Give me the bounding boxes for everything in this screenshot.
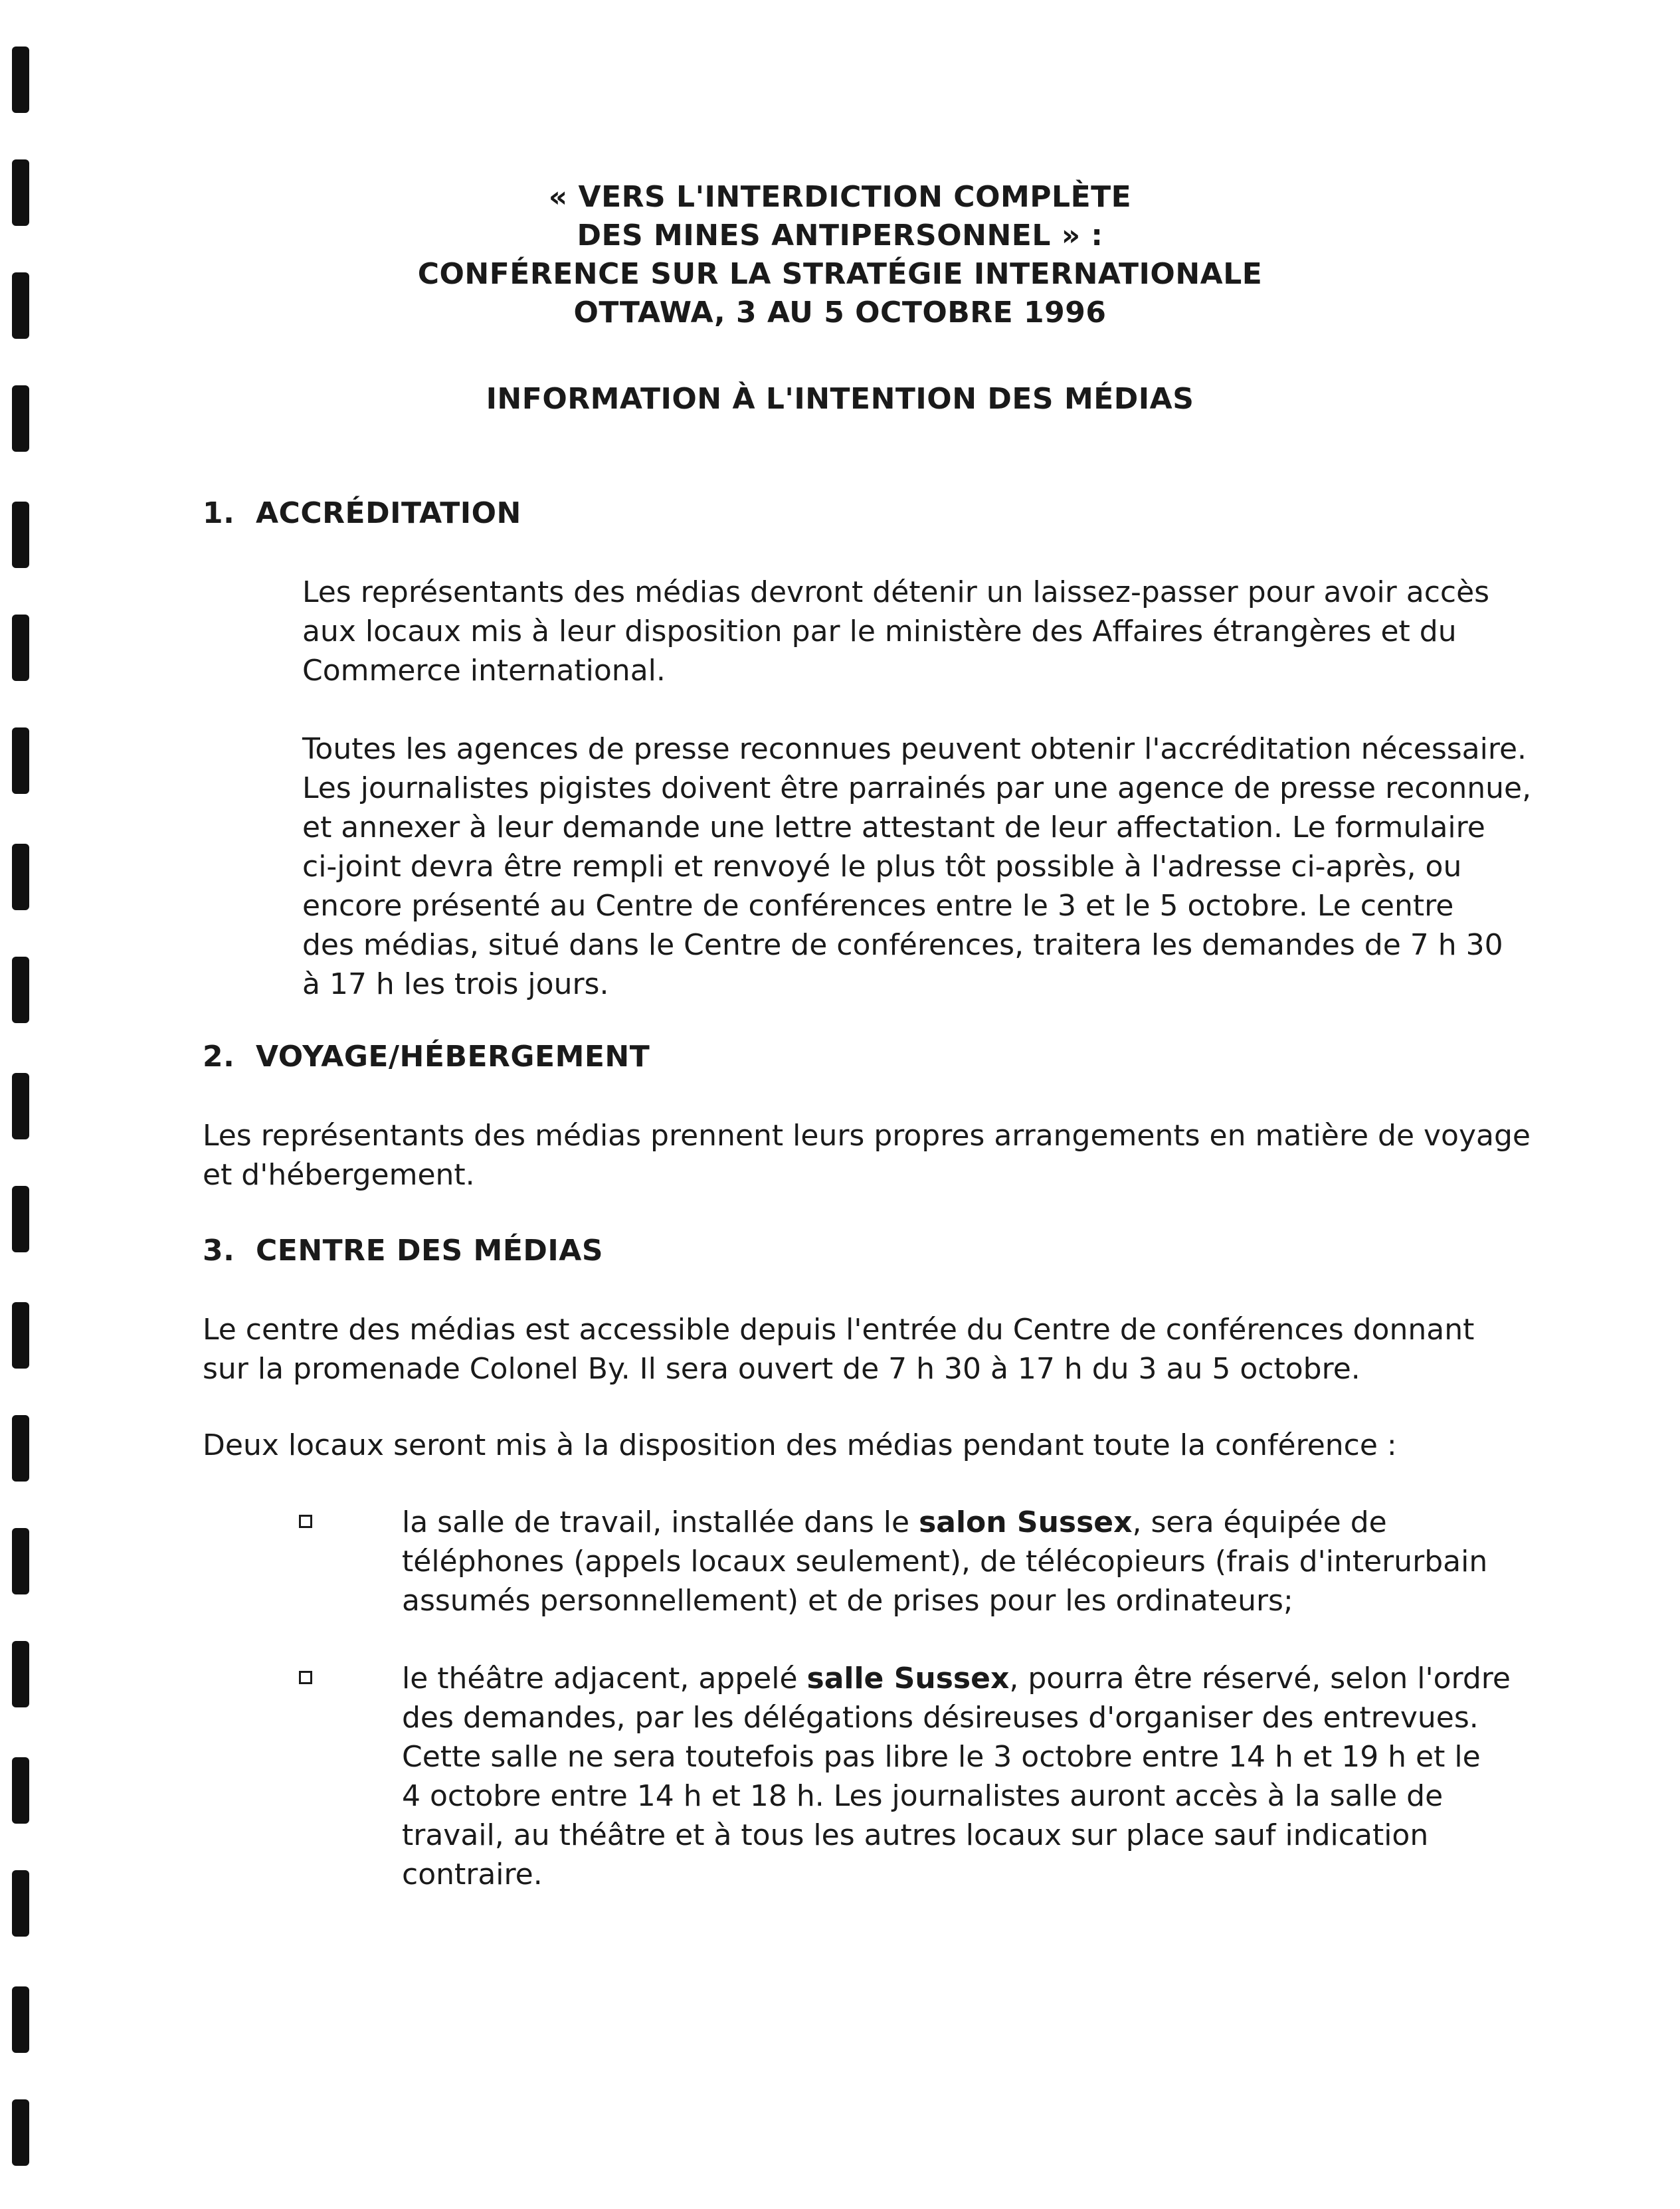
text-segment: la salle de travail, installée dans le [402, 1505, 919, 1539]
section-heading-voyage [203, 1038, 650, 1076]
punch-mark [12, 1528, 29, 1594]
paragraph [203, 1116, 1531, 1195]
punch-mark [12, 615, 29, 681]
punch-mark [12, 957, 29, 1023]
text-line: contraire. [402, 1858, 543, 1891]
paragraph [302, 573, 1489, 690]
text-line: des demandes, par les délégations désireuses d'organiser des entrevues. [402, 1701, 1479, 1735]
section-heading-accreditation [203, 494, 521, 533]
document-subtitle: INFORMATION À L'INTENTION DES MÉDIAS [486, 382, 1194, 416]
punch-mark [12, 1302, 29, 1369]
text-line [402, 1659, 1511, 1698]
text-line: sur la promenade Colonel By. Il sera ouvert de 7 h 30 à 17 h du 3 au 5 octobre. [203, 1352, 1360, 1386]
text-line: Toutes les agences de presse reconnues peuvent obtenir l'accréditation nécessaire. [302, 732, 1527, 766]
title-line: CONFÉRENCE SUR LA STRATÉGIE INTERNATIONALE [417, 257, 1263, 291]
bold-term: salon Sussex [919, 1505, 1133, 1539]
square-bullet-icon [299, 1515, 312, 1528]
bold-term: salle Sussex [806, 1662, 1010, 1695]
punch-mark [12, 844, 29, 910]
text-segment: le théâtre adjacent, appelé [402, 1662, 807, 1695]
text-segment: , pourra être réservé, selon l'ordre [1009, 1662, 1511, 1695]
section-title: VOYAGE/HÉBERGEMENT [256, 1040, 650, 1074]
square-bullet-icon [299, 1671, 312, 1684]
section-number: 2. [203, 1040, 235, 1074]
text-line: 4 octobre entre 14 h et 18 h. Les journalistes auront accès à la salle de [402, 1779, 1444, 1813]
text-line: ci-joint devra être rempli et renvoyé le plus tôt possible à l'adresse ci-après, ou [302, 850, 1462, 884]
bullet-item [402, 1659, 1511, 1894]
paragraph [203, 1310, 1474, 1389]
punch-mark [12, 1757, 29, 1824]
text-segment: , sera équipée de [1132, 1505, 1387, 1539]
text-line: téléphones (appels locaux seulement), de télécopieurs (frais d'interurbain [402, 1545, 1488, 1579]
punch-mark [12, 47, 29, 113]
punch-mark [12, 1073, 29, 1139]
text-line: à 17 h les trois jours. [302, 967, 609, 1001]
text-line: Les représentants des médias prennent leurs propres arrangements en matière de voyage [203, 1119, 1531, 1153]
punch-mark [12, 1870, 29, 1937]
text-line: encore présenté au Centre de conférences entre le 3 et le 5 octobre. Le centre [302, 889, 1454, 923]
text-line: Le centre des médias est accessible depuis l'entrée du Centre de conférences donnant [203, 1313, 1475, 1347]
punch-mark [12, 727, 29, 794]
text-line: Les journalistes pigistes doivent être parrainés par une agence de presse reconnue, [302, 771, 1532, 805]
text-line: Cette salle ne sera toutefois pas libre le 3 octobre entre 14 h et 19 h et le [402, 1740, 1481, 1774]
text-line [402, 1503, 1487, 1542]
section-number: 3. [203, 1234, 235, 1268]
punch-mark [12, 1641, 29, 1707]
text-line: Les représentants des médias devront détenir un laissez-passer pour avoir accès [302, 575, 1490, 609]
punch-mark [12, 2099, 29, 2166]
text-line: assumés personnellement) et de prises pour les ordinateurs; [402, 1584, 1293, 1618]
text-line: Commerce international. [302, 654, 666, 688]
section-title: CENTRE DES MÉDIAS [256, 1234, 604, 1268]
punch-mark [12, 502, 29, 568]
punch-mark [12, 1415, 29, 1482]
document-title [0, 178, 1680, 332]
punch-mark [12, 1986, 29, 2053]
title-line: DES MINES ANTIPERSONNEL » : [577, 219, 1103, 252]
section-title: ACCRÉDITATION [256, 496, 521, 530]
text-line: et annexer à leur demande une lettre attestant de leur affectation. Le formulaire [302, 811, 1485, 844]
text-line: travail, au théâtre et à tous les autres locaux sur place sauf indication [402, 1818, 1429, 1852]
bullet-item [402, 1503, 1487, 1620]
text-line: et d'hébergement. [203, 1158, 475, 1192]
section-number: 1. [203, 496, 235, 530]
title-line: OTTAWA, 3 AU 5 OCTOBRE 1996 [573, 296, 1107, 330]
text-line: des médias, situé dans le Centre de conférences, traitera les demandes de 7 h 30 [302, 928, 1503, 962]
text-line: Deux locaux seront mis à la disposition des médias pendant toute la conférence : [203, 1428, 1397, 1462]
text-line: aux locaux mis à leur disposition par le ministère des Affaires étrangères et du [302, 615, 1457, 648]
paragraph [203, 1426, 1397, 1465]
section-heading-centre-medias [203, 1232, 603, 1270]
title-line: « VERS L'INTERDICTION COMPLÈTE [548, 180, 1132, 214]
paragraph [302, 729, 1531, 1004]
punch-mark [12, 1186, 29, 1252]
